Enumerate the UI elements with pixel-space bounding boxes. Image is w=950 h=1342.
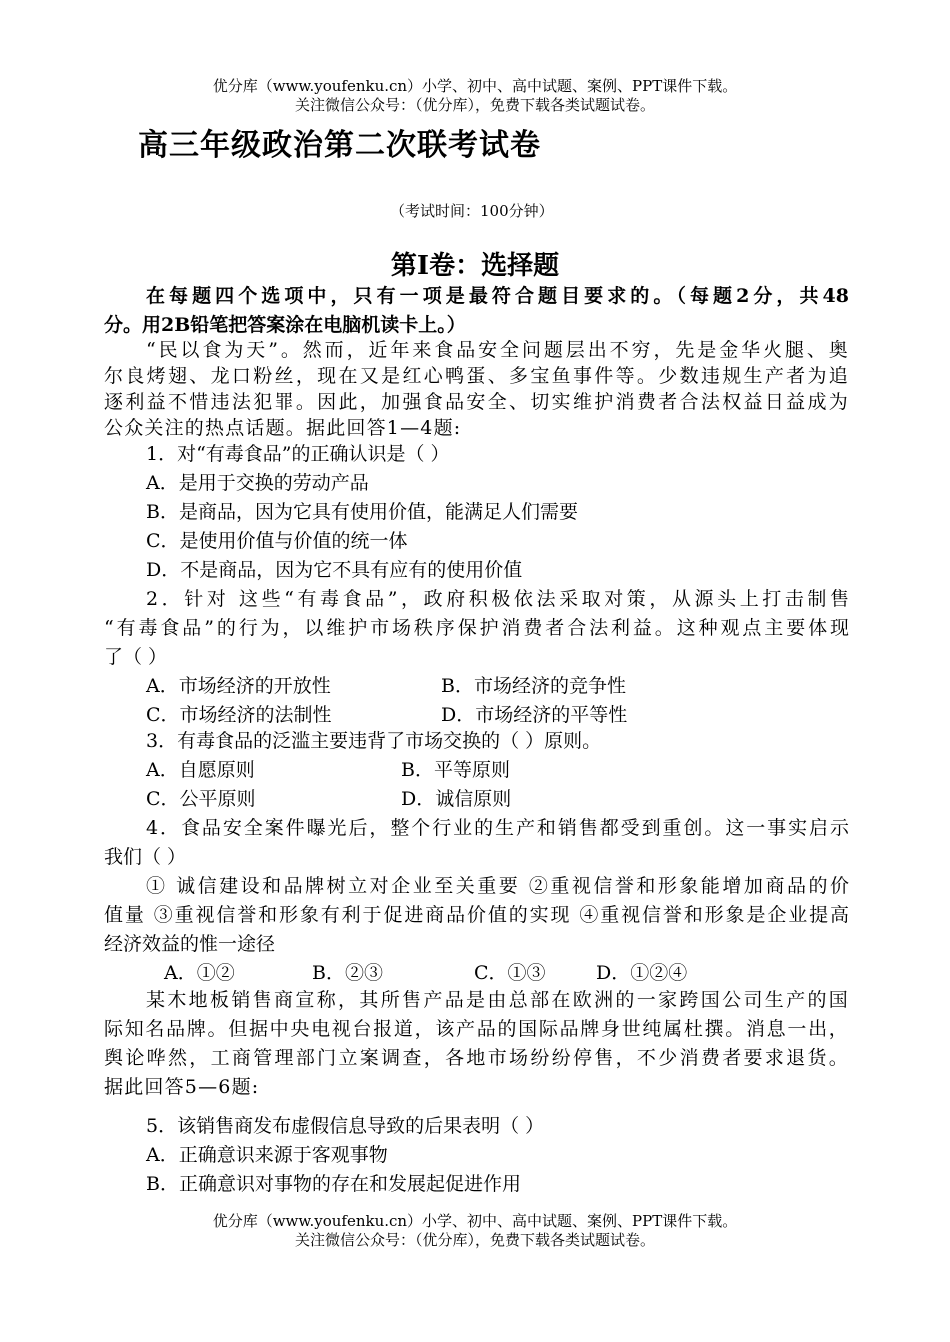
q5-stem: 5．该销售商发布虚假信息导致的后果表明（ ）: [146, 1115, 545, 1137]
q1-stem: 1．对“有毒食品”的正确认识是（ ）: [146, 443, 450, 465]
q4-statement-line-3: 经济效益的惟一途径: [104, 933, 276, 955]
q5-option-a: A．正确意识来源于客观事物: [146, 1144, 388, 1166]
passage-1-line-1: “民以食为天”。然而，近年来食品安全问题层出不穷，先是金华火腿、奥: [146, 339, 849, 361]
exam-title: 高三年级政治第二次联考试卷: [138, 128, 541, 163]
q3-option-c: C．公平原则: [146, 788, 256, 810]
q2-option-c: C．市场经济的法制性: [146, 704, 332, 726]
q2-option-d: D．市场经济的平等性: [441, 704, 628, 726]
q1-option-d: D．不是商品，因为它不具有应有的使用价值: [146, 559, 523, 581]
q3-option-b: B．平等原则: [401, 759, 510, 781]
passage-2-line-1: 某木地板销售商宣称，其所售产品是由总部在欧洲的一家跨国公司生产的国: [146, 989, 849, 1011]
question-4: [104, 814, 849, 988]
q2-stem-line-1: 2．针对 这些“有毒食品”，政府积极依法采取对策，从源头上打击制售: [146, 588, 849, 610]
passage-2: [104, 986, 849, 1102]
passage-1: [104, 337, 849, 441]
instruction-line-1: 在每题四个选项中，只有一项是最符合题目要求的。（每题2分，共48: [146, 285, 849, 307]
question-5: [104, 1112, 849, 1199]
footer-line-1: 优分库（www.youfenku.cn）小学、初中、高中试题、案例、PPT课件下载。: [212, 1212, 738, 1230]
header-line-2: 关注微信公众号：（优分库），免费下载各类试题试卷。: [294, 96, 655, 114]
q4-option-a: A．①②: [164, 962, 235, 984]
passage-1-line-3: 逐利益不惜违法犯罪。因此，加强食品安全、切实维护消费者合法权益日益成为: [104, 391, 849, 413]
q2-stem-line-2: “有毒食品”的行为，以维护市场秩序保护消费者合法利益。这种观点主要体现: [104, 617, 849, 639]
passage-1-line-4: 公众关注的热点话题。据此回答1—4题:: [104, 417, 462, 439]
q2-stem-line-3: 了（ ）: [104, 646, 168, 668]
q3-stem: 3．有毒食品的泛滥主要违背了市场交换的（ ）原则。: [146, 730, 602, 752]
instruction-line-2: 分。用2B铅笔把答案涂在电脑机读卡上。）: [104, 314, 466, 336]
q4-option-b: B．②③: [312, 962, 383, 984]
q3-option-a: A．自愿原则: [146, 759, 255, 781]
passage-2-line-2: 际知名品牌。但据中央电视台报道，该产品的国际品牌身世纯属杜撰。消息一出，: [104, 1018, 849, 1040]
q1-option-c: C．是使用价值与价值的统一体: [146, 530, 408, 552]
q4-statement-line-1: ① 诚信建设和品牌树立对企业至关重要 ②重视信誉和形象能增加商品的价: [146, 875, 849, 897]
question-1: [104, 440, 849, 585]
q1-option-b: B．是商品，因为它具有使用价值，能满足人们需要: [146, 501, 578, 523]
q4-stem-line-2: 我们（ ）: [104, 846, 187, 868]
passage-2-line-4: 据此回答5—6题:: [104, 1076, 260, 1098]
passage-2-line-3: 舆论哗然，工商管理部门立案调查，各地市场纷纷停售，不少消费者要求退货。: [104, 1047, 849, 1069]
q4-stem-line-1: 4．食品安全案件曝光后，整个行业的生产和销售都受到重创。这一事实启示: [146, 817, 849, 839]
q4-statement-line-2: 值量 ③重视信誉和形象有利于促进商品价值的实现 ④重视信誉和形象是企业提高: [104, 904, 849, 926]
exam-time: （考试时间：100分钟）: [390, 202, 554, 220]
q3-option-d: D．诚信原则: [401, 788, 512, 810]
q1-option-a: A．是用于交换的劳动产品: [146, 472, 369, 494]
instructions: [104, 282, 849, 340]
q4-option-d: D．①②④: [596, 962, 688, 984]
question-3: [104, 727, 849, 814]
q5-option-b: B．正确意识对事物的存在和发展起促进作用: [146, 1173, 521, 1195]
q2-option-b: B．市场经济的竞争性: [441, 675, 626, 697]
header-line-1: 优分库（www.youfenku.cn）小学、初中、高中试题、案例、PPT课件下载。: [212, 77, 738, 95]
q4-option-c: C．①③: [474, 962, 546, 984]
page-header: [0, 77, 950, 115]
question-2: [104, 585, 849, 730]
passage-1-line-2: 尔良烤翅、龙口粉丝，现在又是红心鸭蛋、多宝鱼事件等。少数违规生产者为追: [104, 365, 849, 387]
q2-option-a: A．市场经济的开放性: [146, 675, 331, 697]
page-footer: [0, 1212, 950, 1250]
section-title: 第Ⅰ卷：选择题: [390, 251, 560, 281]
footer-line-2: 关注微信公众号：（优分库），免费下载各类试题试卷。: [294, 1231, 655, 1249]
